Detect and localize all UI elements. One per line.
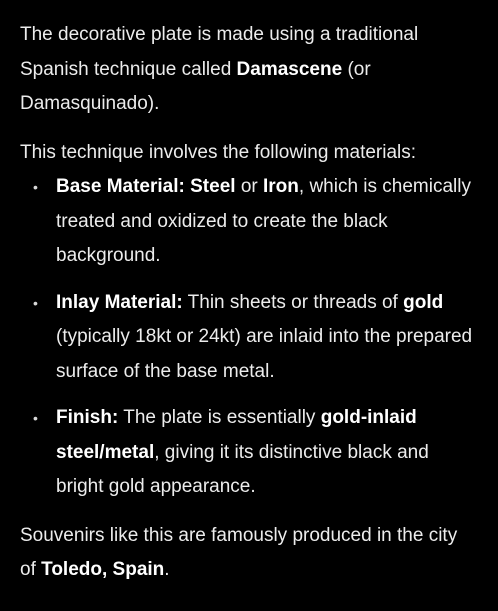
- list-item-label: Inlay Material:: [56, 291, 183, 313]
- bullet-icon: •: [33, 294, 38, 311]
- materials-list: [20, 170, 478, 505]
- list-item: [20, 286, 478, 390]
- list-item-text: Base Material: Steel or Iron, which is chemically treated and oxidized to create the black background.: [56, 176, 471, 266]
- technique-name: Damascene: [236, 58, 343, 80]
- closing-paragraph: [20, 519, 478, 588]
- closing-text: Souvenirs like this are famously produced in the city of: [20, 524, 458, 580]
- materials-lead: This technique involves the following materials:: [20, 141, 417, 163]
- list-item-text: Finish: The plate is essentially gold-inlaid steel/metal, giving it its distinctive black and bright gold appearance.: [56, 407, 429, 497]
- list-item-label: Finish:: [56, 407, 119, 428]
- intro-paragraph: [20, 18, 478, 122]
- location-name: Toledo, Spain: [41, 559, 165, 580]
- list-item: [20, 170, 478, 274]
- intro-text: The decorative plate is made using a traditional Spanish technique called: [20, 24, 419, 80]
- bullet-icon: •: [33, 410, 38, 426]
- closing-text-end: .: [164, 559, 170, 580]
- list-item-text: Inlay Material: Thin sheets or threads of gold (typically 18kt or 24kt) are inlaid into the prepared surface of the base metal.: [56, 291, 473, 382]
- list-item-label: Base Material:: [56, 176, 185, 197]
- list-item: [20, 401, 478, 505]
- bullet-icon: •: [33, 179, 38, 195]
- intro-text-end: (or Damasquinado).: [20, 58, 371, 114]
